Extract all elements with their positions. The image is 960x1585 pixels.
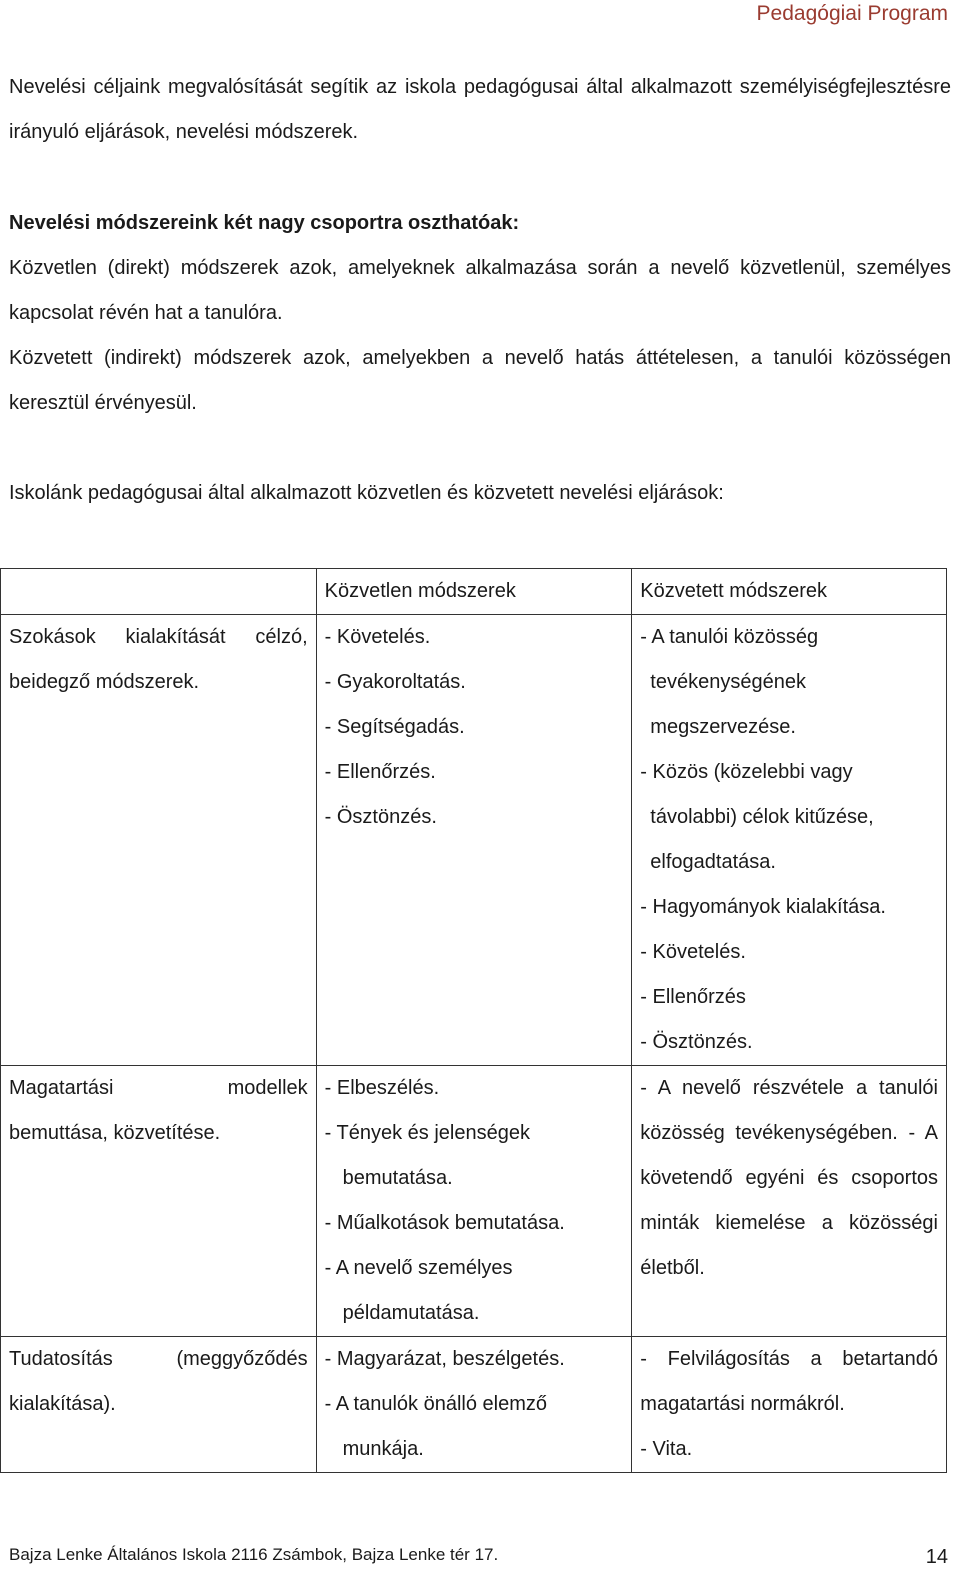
row-indirect-methods bbox=[632, 1066, 947, 1337]
table-row bbox=[1, 1337, 947, 1473]
list-item: - A tanulói közösség bbox=[640, 626, 819, 648]
list-item: - Hagyományok kialakítása. bbox=[640, 896, 886, 918]
list-item: elfogadtatása. bbox=[650, 851, 776, 873]
methods-heading: Nevelési módszereink két nagy csoportra oszthatóak: bbox=[9, 212, 520, 234]
list-item: - Ellenőrzés bbox=[640, 986, 746, 1008]
row-label-line: kialakítása). bbox=[9, 1393, 116, 1415]
row-label bbox=[1, 1337, 317, 1473]
header-title: Pedagógiai Program bbox=[756, 2, 948, 25]
intro-paragraph bbox=[9, 65, 951, 155]
row-indirect-methods bbox=[632, 1337, 947, 1473]
table-intro bbox=[9, 471, 951, 516]
table-intro-text: Iskolánk pedagógusai által alkalmazott közvetlen és közvetett nevelési eljárások: bbox=[9, 482, 724, 504]
list-item: - Követelés. bbox=[640, 941, 746, 963]
list-item: - Ösztönzés. bbox=[640, 1031, 753, 1053]
list-item: - Műalkotások bemutatása. bbox=[324, 1212, 565, 1234]
list-item: példamutatása. bbox=[342, 1302, 480, 1324]
row-label-line: Magatartási modellek bbox=[9, 1077, 308, 1099]
indirect-text: - A nevelő részvétele a tanulói közösség tevékenységében. - A követendő egyéni és csoportos minták kiemelése a közösségi életből. bbox=[640, 1077, 938, 1279]
list-item: - A tanulók önálló elemző bbox=[324, 1393, 548, 1415]
row-label-line: beidegző módszerek. bbox=[9, 671, 200, 693]
methods-section bbox=[9, 201, 951, 426]
methods-table bbox=[0, 568, 947, 1473]
intro-text: Nevelési céljaink megvalósítását segítik az iskola pedagógusai által alkalmazott személyiségfejlesztésre irányuló eljárások, nevelési módszerek. bbox=[9, 76, 951, 143]
table-header-row bbox=[1, 569, 947, 615]
indirect-text: - Felvilágosítás a betartandó magatartási normákról. bbox=[640, 1348, 938, 1415]
table-header-indirect: Közvetett módszerek bbox=[632, 569, 947, 615]
row-direct-methods bbox=[316, 1337, 632, 1473]
list-item: bemutatása. bbox=[342, 1167, 453, 1189]
row-label bbox=[1, 615, 317, 1066]
row-label-line: bemuttása, közvetítése. bbox=[9, 1122, 221, 1144]
list-item: - Gyakoroltatás. bbox=[324, 671, 466, 693]
list-item: megszervezése. bbox=[650, 716, 796, 738]
list-item: távolabbi) célok kitűzése, bbox=[650, 806, 874, 828]
row-direct-methods bbox=[316, 1066, 632, 1337]
list-item: munkája. bbox=[342, 1438, 424, 1460]
list-item: - Vita. bbox=[640, 1438, 693, 1460]
list-item: - Elbeszélés. bbox=[324, 1077, 440, 1099]
footer-address: Bajza Lenke Általános Iskola 2116 Zsámbok, Bajza Lenke tér 17. bbox=[9, 1545, 499, 1564]
direct-methods-definition: Közvetlen (direkt) módszerek azok, amelyeknek alkalmazása során a nevelő közvetlenül, személyes kapcsolat révén hat a tanulóra. bbox=[9, 257, 951, 324]
table-row bbox=[1, 1066, 947, 1337]
list-item: - Ösztönzés. bbox=[324, 806, 437, 828]
list-item: - A nevelő személyes bbox=[324, 1257, 513, 1279]
row-indirect-methods bbox=[632, 615, 947, 1066]
table-row bbox=[1, 615, 947, 1066]
list-item: - Tények és jelenségek bbox=[324, 1122, 530, 1144]
table-header-empty bbox=[1, 569, 317, 615]
list-item: - Magyarázat, beszélgetés. bbox=[324, 1348, 565, 1370]
table-header-direct: Közvetlen módszerek bbox=[316, 569, 632, 615]
list-item: - Követelés. bbox=[324, 626, 431, 648]
page-number: 14 bbox=[925, 1546, 948, 1568]
list-item: tevékenységének bbox=[650, 671, 806, 693]
list-item: - Ellenőrzés. bbox=[324, 761, 436, 783]
row-label-line: Tudatosítás (meggyőződés bbox=[9, 1348, 308, 1370]
row-label bbox=[1, 1066, 317, 1337]
row-direct-methods bbox=[316, 615, 632, 1066]
list-item: - Segítségadás. bbox=[324, 716, 465, 738]
list-item: - Közös (közelebbi vagy bbox=[640, 761, 853, 783]
indirect-methods-definition: Közvetett (indirekt) módszerek azok, amelyekben a nevelő hatás áttételesen, a tanulói közösségen keresztül érvényesül. bbox=[9, 347, 951, 414]
row-label-line: Szokások kialakítását célzó, bbox=[9, 626, 308, 648]
